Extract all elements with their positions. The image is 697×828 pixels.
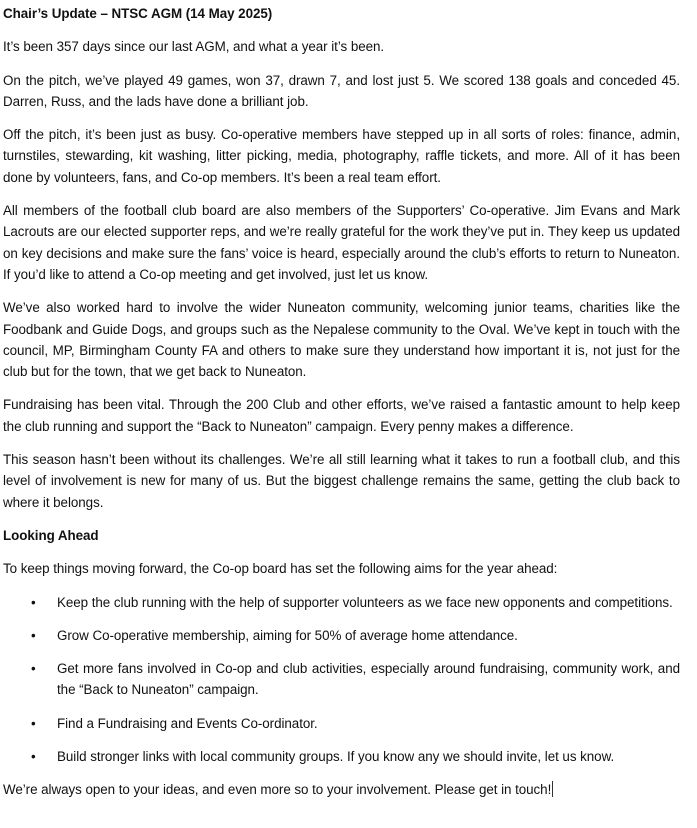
bullet-icon: • xyxy=(31,749,36,765)
bullet-icon: • xyxy=(31,661,36,677)
aim-text: Grow Co-operative membership, aiming for 50% of average home attendance. xyxy=(57,627,518,643)
looking-ahead-heading: Looking Ahead xyxy=(3,527,99,543)
closing-text: We’re always open to your ideas, and even more so to your involvement. Please get in touch! xyxy=(3,782,552,798)
paragraph-fundraising: Fundraising has been vital. Through the 200 Club and other efforts, we’ve raised a fantastic amount to help keep the club running and support the “Back to Nuneaton” campaign. Every penny makes a difference. xyxy=(3,397,680,434)
list-item xyxy=(3,746,680,767)
paragraph-board-members: All members of the football club board are also members of the Supporters’ Co-operative. Jim Evans and Mark Lacrouts are our elected supporter reps, and we’re really grateful for the work they’ve put in. They keep us updated on key decisions and make sure the fans’ voice is heard, especially around the club’s efforts to return to Nuneaton. If you’d like to attend a Co-op meeting and get involved, just let us know. xyxy=(3,203,680,282)
document-title: Chair’s Update – NTSC AGM (14 May 2025) xyxy=(3,6,273,21)
paragraph-days-since-agm: It’s been 357 days since our last AGM, and what a year it’s been. xyxy=(3,39,385,55)
aim-text: Get more fans involved in Co-op and club activities, especially around fundraising, community work, and the “Back to Nuneaton” campaign. xyxy=(57,661,680,698)
bullet-icon: • xyxy=(31,715,36,731)
paragraph-on-the-pitch: On the pitch, we’ve played 49 games, won 37, drawn 7, and lost just 5. We scored 138 goals and conceded 45. Darren, Russ, and the lads have done a brilliant job. xyxy=(3,72,680,109)
closing-paragraph xyxy=(3,779,680,800)
paragraph-off-the-pitch: Off the pitch, it’s been just as busy. Co-operative members have stepped up in all sorts of roles: finance, admin, turnstiles, stewarding, kit washing, litter picking, media, photography, raffle tickets, and more. All of it has been done by volunteers, fans, and Co-op members. It’s been a real team effort. xyxy=(3,127,680,185)
text-cursor xyxy=(552,781,553,797)
aim-text: Keep the club running with the help of supporter volunteers as we face new opponents and competitions. xyxy=(57,594,673,610)
paragraph-challenges: This season hasn’t been without its challenges. We’re all still learning what it takes to run a football club, and this level of involvement is new for many of us. But the biggest challenge remains the same, getting the club back to where it belongs. xyxy=(3,452,680,510)
bullet-icon: • xyxy=(31,594,36,610)
bullet-icon: • xyxy=(31,627,36,643)
list-item xyxy=(3,592,680,613)
list-item xyxy=(3,658,680,701)
looking-ahead-intro: To keep things moving forward, the Co-op board has set the following aims for the year ahead: xyxy=(3,561,558,577)
paragraph-community: We’ve also worked hard to involve the wider Nuneaton community, welcoming junior teams, charities like the Foodbank and Guide Dogs, and groups such as the Nepalese community to the Oval. We’ve kept in touch with the council, MP, Birmingham County FA and others to make sure they understand how important it is, not just for the club but for the town, that we get back to Nuneaton. xyxy=(3,300,680,380)
list-item xyxy=(3,713,680,734)
aim-text: Find a Fundraising and Events Co-ordinator. xyxy=(57,715,318,731)
aim-text: Build stronger links with local community groups. If you know any we should invite, let us know. xyxy=(57,749,615,765)
aims-list xyxy=(3,592,680,768)
list-item xyxy=(3,625,680,646)
